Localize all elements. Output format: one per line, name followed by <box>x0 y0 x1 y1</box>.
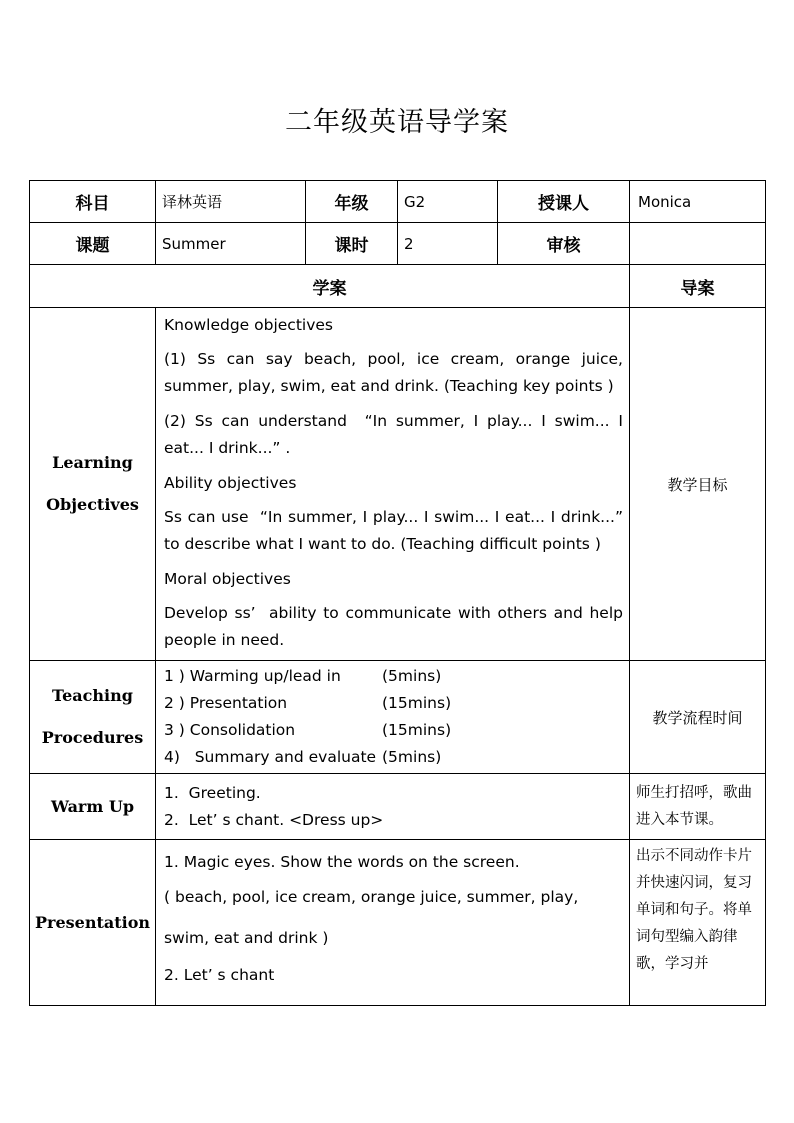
info-row-2 <box>30 223 766 265</box>
period-label: 课时 <box>306 223 398 265</box>
procedure-step <box>164 717 623 744</box>
procedure-step-name: 2 ) Presentation <box>164 694 288 712</box>
info-row-1 <box>30 181 766 223</box>
review-value <box>630 223 766 265</box>
review-label: 审核 <box>498 223 630 265</box>
procedure-step-name: 1 ) Warming up/lead in <box>164 667 341 685</box>
teacher-value: Monica <box>630 181 766 223</box>
grade-label: 年级 <box>306 181 398 223</box>
guide-plan-header: 导案 <box>630 265 766 308</box>
warmup-content <box>156 774 630 840</box>
moral-heading: Moral objectives <box>164 570 291 588</box>
procedure-step <box>164 744 623 771</box>
page-title: 二年级英语导学案 <box>285 107 509 138</box>
moral-item-1: Develop ss’ ability to communicate with others and help people in need. <box>164 604 623 649</box>
presentation-guide: 出示不同动作卡片并快速闪词，复习单词和句子。将单词句型编入韵律歌，学习并 <box>630 840 766 1006</box>
procedures-label-line1: Teaching <box>52 686 133 705</box>
presentation-item-1: 1. Magic eyes. Show the words on the screen. <box>164 853 520 871</box>
procedure-step <box>164 663 623 690</box>
objectives-label-line1: Learning <box>52 453 133 472</box>
procedures-row <box>30 661 766 774</box>
procedure-step-time: (15mins) <box>382 721 452 739</box>
warmup-item-2: 2. Let’ s chant. <Dress up> <box>164 810 384 829</box>
objectives-content <box>156 308 630 661</box>
ability-item-1: Ss can use “In summer, I play... I swim... I eat... I drink...” to describe what I want to do. (Teaching difficult points ) <box>164 508 623 553</box>
presentation-content <box>156 840 630 1006</box>
procedures-content <box>156 661 630 774</box>
knowledge-item-1: (1) Ss can say beach, pool, ice cream, orange juice, summer, play, swim, eat and drink. (Teaching key points ) <box>164 350 623 395</box>
lesson-plan-table <box>29 180 766 1006</box>
warmup-label: Warm Up <box>30 774 156 840</box>
warmup-row <box>30 774 766 840</box>
objectives-label-line2: Objectives <box>46 495 139 514</box>
presentation-item-1-words: ( beach, pool, ice cream, orange juice, summer, play, swim, eat and drink ) <box>164 888 579 947</box>
study-plan-header: 学案 <box>30 265 630 308</box>
procedure-step <box>164 690 623 717</box>
procedures-label-line2: Procedures <box>41 728 144 747</box>
column-header-row <box>30 265 766 308</box>
subject-label: 科目 <box>30 181 156 223</box>
procedure-step-name: 4) Summary and evaluate <box>164 748 377 766</box>
objectives-row <box>30 308 766 661</box>
knowledge-item-2: (2) Ss can understand “In summer, I play... I swim... I eat... I drink...” . <box>164 412 623 457</box>
topic-label: 课题 <box>30 223 156 265</box>
ability-heading: Ability objectives <box>164 474 297 492</box>
objectives-label <box>30 308 156 661</box>
procedure-step-time: (15mins) <box>382 694 452 712</box>
warmup-item-1: 1. Greeting. <box>164 783 261 802</box>
presentation-label: Presentation <box>30 840 156 1006</box>
subject-value: 译林英语 <box>156 181 306 223</box>
presentation-item-2: 2. Let’ s chant <box>164 966 275 984</box>
objectives-guide: 教学目标 <box>630 308 766 661</box>
grade-value: G2 <box>398 181 498 223</box>
procedures-label <box>30 661 156 774</box>
teacher-label: 授课人 <box>498 181 630 223</box>
topic-value: Summer <box>156 223 306 265</box>
period-value: 2 <box>398 223 498 265</box>
knowledge-heading: Knowledge objectives <box>164 316 333 334</box>
procedure-step-name: 3 ) Consolidation <box>164 721 296 739</box>
procedures-guide: 教学流程时间 <box>630 661 766 774</box>
procedure-step-time: (5mins) <box>382 748 442 766</box>
presentation-row <box>30 840 766 1006</box>
warmup-guide: 师生打招呼，歌曲进入本节课。 <box>630 774 766 840</box>
procedure-step-time: (5mins) <box>382 667 442 685</box>
